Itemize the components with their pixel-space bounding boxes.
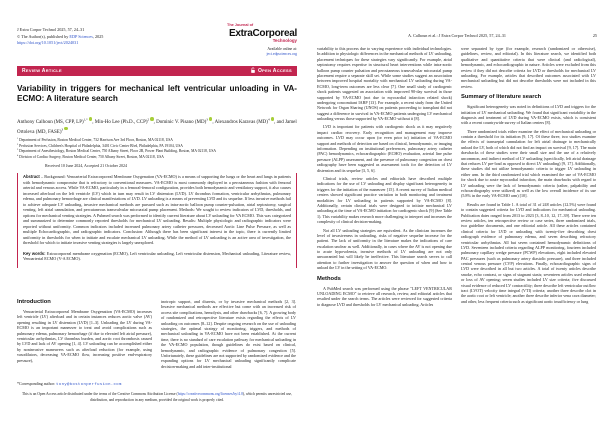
column-right [461, 46, 596, 310]
body-paragraph: Results are found in Table 1. A total of 31 of 248 articles (12.5%) were found to contain suggested criteria for LVD and indications for mechanical unloading. Publication dates ranged from 2013 to 2023 [3, 8–10, 12, 17–39]. There were ten review articles, ten retrospective review or case series, three randomized trials, two guideline documents, and one editorial article. All these articles contained clinical criteria for LVD or unloading with twenty-five describing chest radiograph evidence of pulmonary edema, and seven describing refractory ventricular arrhythmias. All but seven contained hemodynamic definitions of LVD. Seventeen included criteria regarding ALPP monitoring, fourteen included pulmonary capillary wedge pressure (PCWP) elevations, eight included elevated PAC pressures (such as pulmonary artery diastolic pressure), and three included central venous pressure (CVP) elevations. Finally, echocardiographic signs of LVD were described in all but two articles. A total of twenty articles describe smoke, echo contrast, or signs of stagnant stasis; seventeen articles used reduced or loss of AV opening; seven studies included LV size criteria; five discussed visual evidence of reduced LV contractility; three describe left ventricular outflow tract (LVOT) velocity time integral (VTI) criteria; another three describe clot in the aortic root or left ventricle; another three describe inferior vena cava diameter; and other, less frequent criteria such as significant aortic insufficiency or lung [461, 201, 596, 304]
author [214, 117, 277, 126]
page-2 [305, 0, 600, 425]
article-type-banner [17, 66, 297, 76]
orcid-icon[interactable] [61, 127, 68, 132]
orcid-icon[interactable] [271, 117, 275, 121]
author-affiliation-sup: 2 [147, 117, 150, 122]
author [156, 117, 214, 126]
journal-site-link[interactable]: ject.edpsciences.org [266, 52, 297, 57]
column-left [17, 299, 152, 372]
body-paragraph: variability to this process due to varying experience with individual technologies. In addition to physiologic differences in the mechanical methods of LV unloading, placement techniques for these strategies vary significantly. For example, atrial septostomy requires expertise in structural heart interventions while intra-aortic balloon pump counter pulsation and percutaneous transvalvular microaxial pump placement require a separate skill set. While some studies suggest an association between improved hospital mortality with mechanical LV unloading during VA-ECMO, long-term outcomes are less clear [7]. One small study of cardiogenic shock patients suggested an association with improved 90-day survival in those supported by VA-ECMO (not due to myocardial infarction related shock) undergoing concomitant IABP [13]. For example, a recent study from the United Network for Organ Sharing (UNOS) on patients proceeding to transplant did not suggest a difference in survival in VA-ECMO patients undergoing LV mechanical unloading versus those supported by VA-ECMO without it [8]. [317, 46, 452, 122]
affiliation-list [17, 138, 302, 160]
author-name: Min-Ho Lee (Ph.D., CCP) [94, 120, 148, 126]
logo-main-text: ExtraCorporeal [228, 27, 297, 39]
journal-logo [219, 24, 297, 58]
column-left [317, 46, 452, 310]
open-access-label: Open Access [257, 68, 292, 74]
open-access-icon [250, 67, 256, 76]
body-paragraph: LVD is important for patients with cardiogenic shock as it may negatively impact cardiac recovery. Early recognition and management may improve outcomes. LVD may occur upon (or even prior to) initiation of VA-ECMO support and methods of detection are based on clinical, hemodynamic, or imaging information. Depending on institutional preferences, pulmonary artery catheter (PAC) hemodynamics, echocardiographic (ECHO) evaluation, arterial line pulse pressure (ALPP) assessment, and the presence of pulmonary congestion on chest radiography have been suggested as assessment tools for the detection of LV distension and its sequelae [3, 5, 6]. [317, 124, 452, 173]
corresponding-author-email[interactable]: tony@bostonperfusion.com [56, 383, 122, 387]
author-list [17, 117, 297, 136]
license-link[interactable]: https://creativecommons.org/licenses/by/4.0 [177, 392, 243, 396]
body-paragraph: Three randomized trials either examine the effect of mechanical unloading or contain a threshold for its initiation [9, 17]. Of these three, two studies examine the effects of transseptal cannulation for left atrial drainage to mechanically unload the LV, both of which did not find an impact on survival [9, 17]. The main drawbacks of these studies were their small size and the use of a relatively uncommon, and indirect method of LV unloading (specifically, left atrial drainage that reduces LV pre-load as opposed to direct LV unloading) [9, 17]. Additionally, these studies did not utilize hemodynamic criteria to trigger LV unloading in either arm. In the third randomized trial which examined the use of VA-ECMO for shock due to acute myocardial infarction, the main drawbacks with regard to LV unloading were the lack of hemodynamic criteria (rather, palpability and echocardiography were utilized) as well as the low overall incidence of its use (5.8% in the early VA-ECMO arm) [10]. [461, 128, 596, 199]
intro-paragraph-continued: inotropic support, and diuresis, or by invasive mechanical methods [2, 3]. Invasive mechanical methods are effective but come with an increased risk of access site complications, hemolysis, and other drawbacks [6, 7]. A growing body of randomized and retrospective literature exists regarding the effects of LV unloading on outcomes [8–12]. Despite ongoing research on the use of unloading strategies, the optimal strategy of monitoring, triggers, and methods of mechanical unloading in VA-ECMO have not been established. At the current time, there is no standard of care escalation pathway for mechanical unloading in the VA-ECMO population, though guidelines do exist based on clinical, hemodynamic, and radiographic evidence of pulmonary congestion [5]. Unfortunately, these guidelines are not supported by randomized evidence and the expanding options for LV mechanical unloading significantly complicate decision-making and add inter-institutional [161, 299, 296, 369]
doi-link[interactable]: https://doi.org/10.1051/ject/2024031 [17, 40, 79, 45]
orcid-icon[interactable] [147, 117, 154, 122]
publisher-link[interactable]: EDP Sciences [69, 33, 93, 39]
affiliation: $^2$ Perfusion Services, Children's Hospital of Philadelphia, 3401 Civic Center Blvd, Philadelphia, PA 19104, USA [17, 142, 183, 148]
copyright-suffix: , 2025 [92, 33, 104, 39]
body-paragraph: Clinical trials, review articles and editorials have described multiple indications for the use of LV unloading and display significant heterogeneity in triggers for the initiation of the maneuver [15]. A recent survey of Italian medical centers showed significant practice variation in both monitoring and treatment modalities for LV unloading in patients supported by VA-ECMO [8]. Additionally, certain clinical trials were designed to initiate mechanical LV unloading at the time of VA-ECMO initiation for cardiogenic shock [9] (See Table 1). This variability makes research more challenging to interpret and increases the complexity of clinical decision-making. [317, 175, 453, 225]
body-columns [317, 46, 597, 310]
orcid-icon[interactable] [209, 117, 213, 121]
section-heading-methods: Methods [317, 275, 341, 282]
available-online-label: Available online at: [267, 46, 297, 51]
section-heading-summary: Summary of literature search [461, 94, 542, 101]
author-name: Alexandros Karavas (MD) [214, 120, 268, 126]
body-paragraph: A PubMed search was performed using the phrase "LEFT VENTRICULAR UNLOADING ECMO" to retrieve all research, review, and editorial articles that resulted under the search terms. The articles were reviewed for suggested criteria to diagnose LVD and thresholds for LV mechanical unloading. Articles [317, 285, 452, 307]
abstract-label: Abstract [23, 174, 42, 179]
intro-paragraph: Venoarterial Extracorporeal Membrane Oxygenation (VA-ECMO) increases left ventricle (LV) afterload and in certain instances reduces aortic valve (AV) opening resulting in LV distension (LVD) [1–3]. Unloading the LV during VA-ECMO is an important maneuver to treat and avoid complications such as pulmonary edema, pulmonary hemorrhage (if due to elevated left atrial pressure), ventricular arrhythmias, LV thrombus burden, and aortic root thrombosis caused by LVD and lack of AV opening [1, 4]. LV unloading can be accomplished either by noninvasive maneuvers such as afterload reduction (for example, using vasodilators, decreasing VA-ECMO flow, increasing positive end-expiratory pressure), [17, 309, 152, 363]
abstract-section [17, 173, 297, 268]
logo-top-text: The Journal of [227, 23, 254, 27]
body-paragraph: Not all LV unloading strategies are equivalent. As the clinician increases the level of invasiveness in unloading, risks of negative sequelae increase for the patient. The lack of uniformity in the literature makes the indications of care escalation unclear as well. Additionally, in cases where the AV is not opening due to acute hypovolemia, invasive methods of LV unloading are not only unwarranted but will likely be ineffective. This literature search serves to call attention to further investigation to answer the question of when and how to unload the LV in the setting of VA-ECMO. [317, 227, 452, 271]
author-name: Anthony Calhoun (MS, CPP, LP) [17, 120, 84, 126]
citation-block [17, 27, 103, 47]
column-right [161, 299, 296, 372]
affiliation: $^1$ Department of Perfusion, Boston Medical Center, 732 Harrison Ave 3rd Floor, Boston, MA 02118, USA [17, 136, 173, 142]
author-affiliation-sup: 3 [61, 127, 64, 132]
author-affiliation-sup: 3 [206, 117, 208, 122]
author [94, 117, 156, 126]
citation-line: J Extra Corpor Technol 2025, 57, 24–31 [17, 27, 85, 32]
body-paragraph: were separated by type (for example, research (randomized or otherwise), guidelines, review, and editorial). In this literature search, we identified both qualitative and quantitative criteria that were clinical (and radiological), hemodynamic, and echocardiographic in nature. Articles were excluded from this review if they did not describe criteria for LVD or thresholds for mechanical LV unloading. For example, articles that described outcomes associated with LV mechanical unloading but did not describe thresholds were not included in this review. [461, 46, 596, 89]
affiliation: $^4$ Division of Cardiac Surgery, Boston Medical Center, 750 Albany Street, Boston, MA 02118, USA [17, 153, 164, 159]
copyright-prefix: © The Author(s), published by [17, 33, 70, 39]
author-name: and Jamel Ortoleva (MD, FASE) [17, 120, 297, 135]
license-note: This is an Open Access article distributed under the terms of the Creative Commons Attribution License (https://creativecommons.org/licenses/by/4.0), which permits unrestricted use, distribution, and reproduction in any medium, provided the original work is properly cited. [22, 392, 292, 402]
review-article-label: Review Article [22, 68, 62, 74]
running-head-row [317, 33, 597, 38]
keywords-label: Key words: [23, 250, 47, 256]
body-paragraph: Significant heterogeneity was noted in definitions of LVD and triggers for the initiation of LV mechanical unloading. We found that significant variability in the diagnosis and treatment of LVD during VA-ECMO exists, which is consistent with a recent countrywide survey of Italian centers [8]. [461, 104, 596, 126]
abstract-paragraph: Abstract – Background: Venoarterial Extracorporeal Membrane Oxygenation (VA-ECMO) is a means of supporting the lungs or the heart and lungs in patients with hemodynamic compromise that is refractory to conventional measures. VA-ECMO is most commonly deployed in a percutaneous fashion with femoral arterial and venous access. While VA-ECMO, particularly in a femoral-femoral configuration, provides both hemodynamic and ventilatory support, it also causes increased afterload on the left ventricle (LV) which in turn may result in LV distension (LVD). LV thrombus formation, ventricular arrhythmias, pulmonary edema, and pulmonary hemorrhage are clinical manifestations of LVD. LV unloading is a means of preventing LVD and its sequelae. If less invasive methods fail to achieve adequate LV unloading, invasive mechanical methods are pursued such as intra-aortic balloon pump counter-pulsation, atrial septostomy, surgical venting, left atrial cannulation, and percutaneous transvalvular microaxial pump placement. Methods: We sought to review indicators of LVD, thresholds, and options for mechanical venting strategies. A Pubmed search was performed to identify current literature about LV unloading for VA ECMO. This was categorized and summarized to determine commonly reported thresholds for mechanical LV unloading. Results: Multiple physiologic and radiographic indicators were reported without uniformity. Common indicators included increased pulmonary artery catheter pressures, decreased Aortic Line Pulse Pressure, as well as multiple Echocardiographic, and radiographic indicators. Conclusion: Although there has been significant interest in the topic, there is currently limited uniformity in thresholds for when to initiate and escalate mechanical LV unloading. While the method of LV unloading is an active area of investigation, the threshold for which to initiate invasive venting strategies is largely unexplored. [23, 174, 291, 246]
author [17, 117, 95, 126]
keywords-paragraph: Key words: Extracorporeal membrane oxygenation (ECMO), Left ventricular unloading, Left ventricular distension, Mechanical unloading, Literature review, Venoarterial ECMO (V-A ECMO). [23, 250, 291, 262]
page-number: 25 [592, 33, 597, 38]
author-affiliation-sup: 4 [267, 117, 270, 122]
orcid-icon[interactable] [89, 117, 93, 121]
received-accepted-line: Received 10 June 2024, Accepted 21 October 2024 [45, 163, 127, 168]
affiliation: $^3$ Department of Anesthesiology, Boston Medical Center, 750 Albany Street, Floor 2R, Power Plant Building, Boston, MA 02118, USA [17, 147, 217, 154]
author-affiliation-sup: 1,* [83, 117, 88, 122]
section-heading-introduction: Introduction [17, 299, 51, 305]
article-title: Variability in triggers for mechanical left ventricular unloading in VA-ECMO: A literature search [17, 84, 297, 103]
logo-sub-text: Technology [272, 38, 297, 44]
running-head: A. Calhoun et al.: J Extra Corpor Technol 2025, 57, 24–31 [407, 33, 507, 38]
corresponding-author-label: *Corresponding author: [17, 381, 57, 386]
corresponding-author-footnote [17, 381, 122, 387]
author-name: Dominic V. Pisano (MD) [156, 120, 207, 126]
introduction-columns [17, 299, 297, 372]
